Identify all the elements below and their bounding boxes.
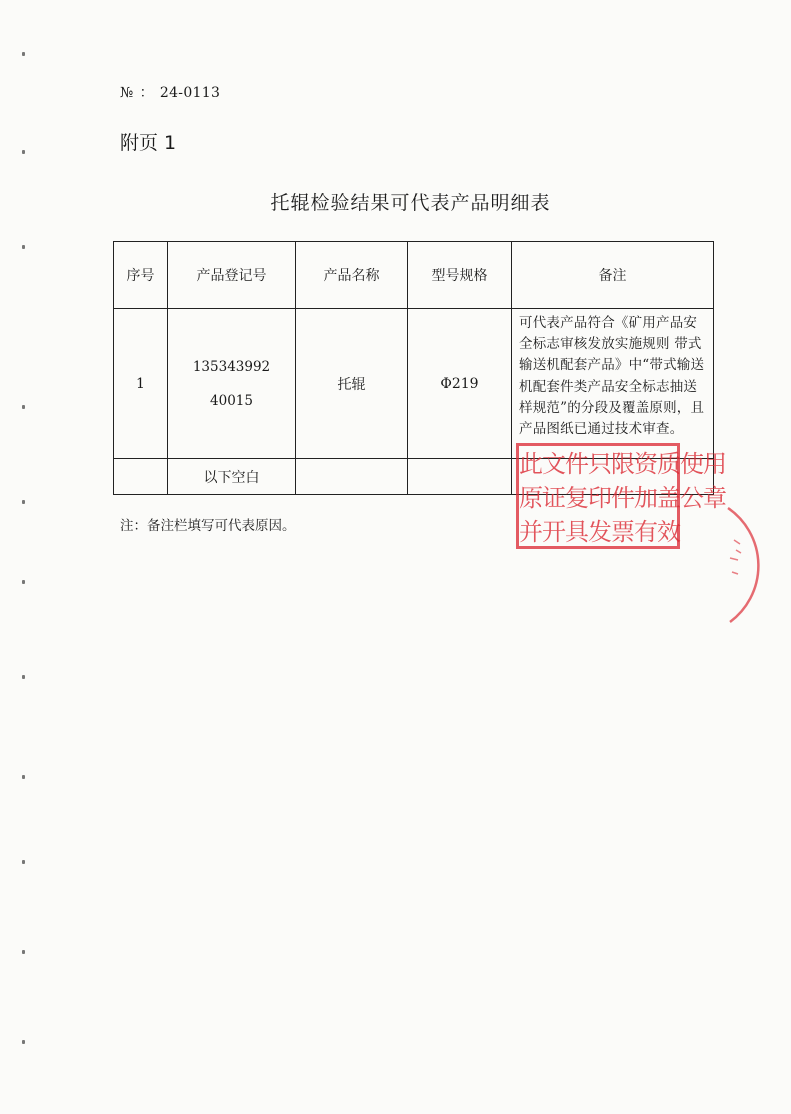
binding-mark — [22, 860, 25, 864]
cell-product-name: 托辊 — [296, 309, 408, 459]
column-header-remark: 备注 — [512, 242, 714, 309]
stamp-line-3: 并开具发票有效 — [519, 518, 680, 546]
partial-round-seal — [720, 500, 780, 630]
cell-index: 1 — [114, 309, 168, 459]
column-header-name: 产品名称 — [296, 242, 408, 309]
binding-mark — [22, 245, 25, 249]
binding-mark — [22, 405, 25, 409]
page-title: 托辊检验结果可代表产品明细表 — [270, 192, 551, 214]
binding-mark — [22, 150, 25, 154]
cell-blank-index — [114, 459, 168, 495]
stamp-line-1: 此文件只限资质使用 — [519, 450, 726, 478]
cell-blank-name — [296, 459, 408, 495]
binding-mark — [22, 580, 25, 584]
binding-mark — [22, 775, 25, 779]
stamp-line-2: 原证复印件加盖公章 — [519, 484, 726, 512]
document-number — [120, 82, 220, 102]
binding-mark — [22, 950, 25, 954]
table-header-row — [114, 242, 714, 309]
column-header-reg-no: 产品登记号 — [168, 242, 296, 309]
reg-no-line1: 135343992 — [192, 358, 271, 375]
binding-mark — [22, 675, 25, 679]
cell-blank-spec — [408, 459, 512, 495]
column-header-spec: 型号规格 — [408, 242, 512, 309]
red-rectangular-stamp — [516, 443, 726, 549]
number-symbol: № — [120, 85, 134, 101]
table-row — [114, 309, 714, 459]
appendix-label: 附页 1 — [120, 132, 177, 154]
binding-mark — [22, 1040, 25, 1044]
cell-reg-no — [168, 309, 296, 459]
binding-mark — [22, 500, 25, 504]
cell-remark: 可代表产品符合《矿用产品安全标志审核发放实施规则 带式输送机配套产品》中“带式输送机配套件类产品安全标志抽送样规范”的分段及覆盖原则，且产品图纸已通过技术审查。 — [512, 309, 714, 459]
cell-blank-text: 以下空白 — [168, 459, 296, 495]
number-value: 24-0113 — [159, 85, 221, 101]
number-colon: ： — [139, 85, 154, 101]
reg-no-line2: 40015 — [210, 392, 253, 409]
cell-spec: Φ219 — [408, 309, 512, 459]
binding-mark — [22, 52, 25, 56]
footnote: 注：备注栏填写可代表原因。 — [120, 518, 296, 534]
column-header-index: 序号 — [114, 242, 168, 309]
